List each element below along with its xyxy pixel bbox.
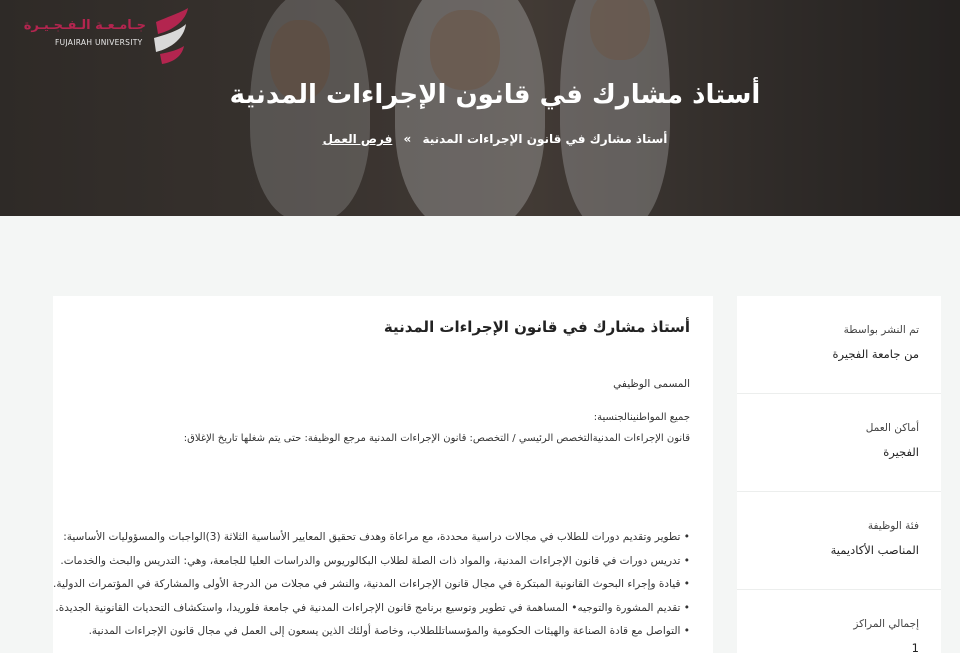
locations-value: الفجيرة <box>883 445 919 459</box>
job-details-card <box>53 296 713 653</box>
locations-label: أماكن العمل <box>865 422 919 434</box>
job-details-line: قانون الإجراءات المدنيةالتخصص الرئيسي / التخصص: قانون الإجراءات المدنية مرجع الوظيفة: حتى يتم شغلها تاريخ الإغلاق: <box>183 433 690 444</box>
breadcrumb-link-jobs[interactable]: فرص العمل <box>322 132 393 146</box>
job-duties-list <box>53 526 690 644</box>
logo-emblem-icon <box>148 8 192 64</box>
sidebar-item-locations <box>737 394 941 492</box>
sidebar-item-posted-by <box>737 296 941 394</box>
breadcrumb <box>0 132 960 146</box>
job-role-label: المسمى الوظيفي <box>613 378 690 390</box>
breadcrumb-current: أستاذ مشارك في قانون الإجراءات المدنية <box>422 132 668 146</box>
sidebar-item-positions <box>737 590 941 653</box>
job-summary-sidebar <box>737 296 941 653</box>
job-nationality-line: جميع المواطنينالجنسية: <box>593 412 690 423</box>
category-label: فئة الوظيفة <box>867 520 919 532</box>
hero-title: أستاذ مشارك في قانون الإجراءات المدنية <box>229 80 761 110</box>
posted-by-value: من جامعة الفجيرة <box>832 347 919 361</box>
job-title: أستاذ مشارك في قانون الإجراءات المدنية <box>383 318 690 336</box>
logo-english-text: FUJAIRAH UNIVERSITY <box>55 38 143 47</box>
list-item: • تدريس دورات في قانون الإجراءات المدنية، والمواد ذات الصلة لطلاب البكالوريوس والدراسات العليا للجامعة، وهي: التدريس والبحث والخدمات. <box>76 550 690 574</box>
list-item: • قيادة وإجراء البحوث القانونية المبتكرة في مجال قانون الإجراءات المدنية، والنشر في مجلات من الدرجة الأولى والمشاركة في المؤتمرات الدولية. <box>76 573 690 597</box>
sidebar-item-category <box>737 492 941 590</box>
category-value: المناصب الأكاديمية <box>830 543 919 557</box>
positions-label: إجمالي المراكز <box>853 618 919 630</box>
list-item: • تقديم المشورة والتوجيه• المساهمة في تطوير وتوسيع برنامج قانون الإجراءات المدنية في جامعة فلوريدا، واستكشاف التحديات القانونية الجديدة. <box>76 597 690 621</box>
list-item: • تطوير وتقديم دورات للطلاب في مجالات دراسية محددة، مع مراعاة وهدف تحقيق المعايير الأساسية الثلاثة (3)الواجبات والمسؤوليات الأساسية: <box>76 526 690 550</box>
university-logo[interactable] <box>23 8 192 64</box>
hero-banner <box>0 0 960 216</box>
positions-value: 1 <box>911 641 919 653</box>
logo-arabic-text: جـامـعـة الـفـجـيـرة <box>23 18 146 33</box>
breadcrumb-separator: » <box>403 132 412 146</box>
list-item: • التواصل مع قادة الصناعة والهيئات الحكومية والمؤسساتللطلاب، وخاصة أولئك الذين يسعون إلى العمل في مجال قانون الإجراءات المدنية. <box>76 620 690 644</box>
posted-by-label: تم النشر بواسطة <box>843 324 919 336</box>
